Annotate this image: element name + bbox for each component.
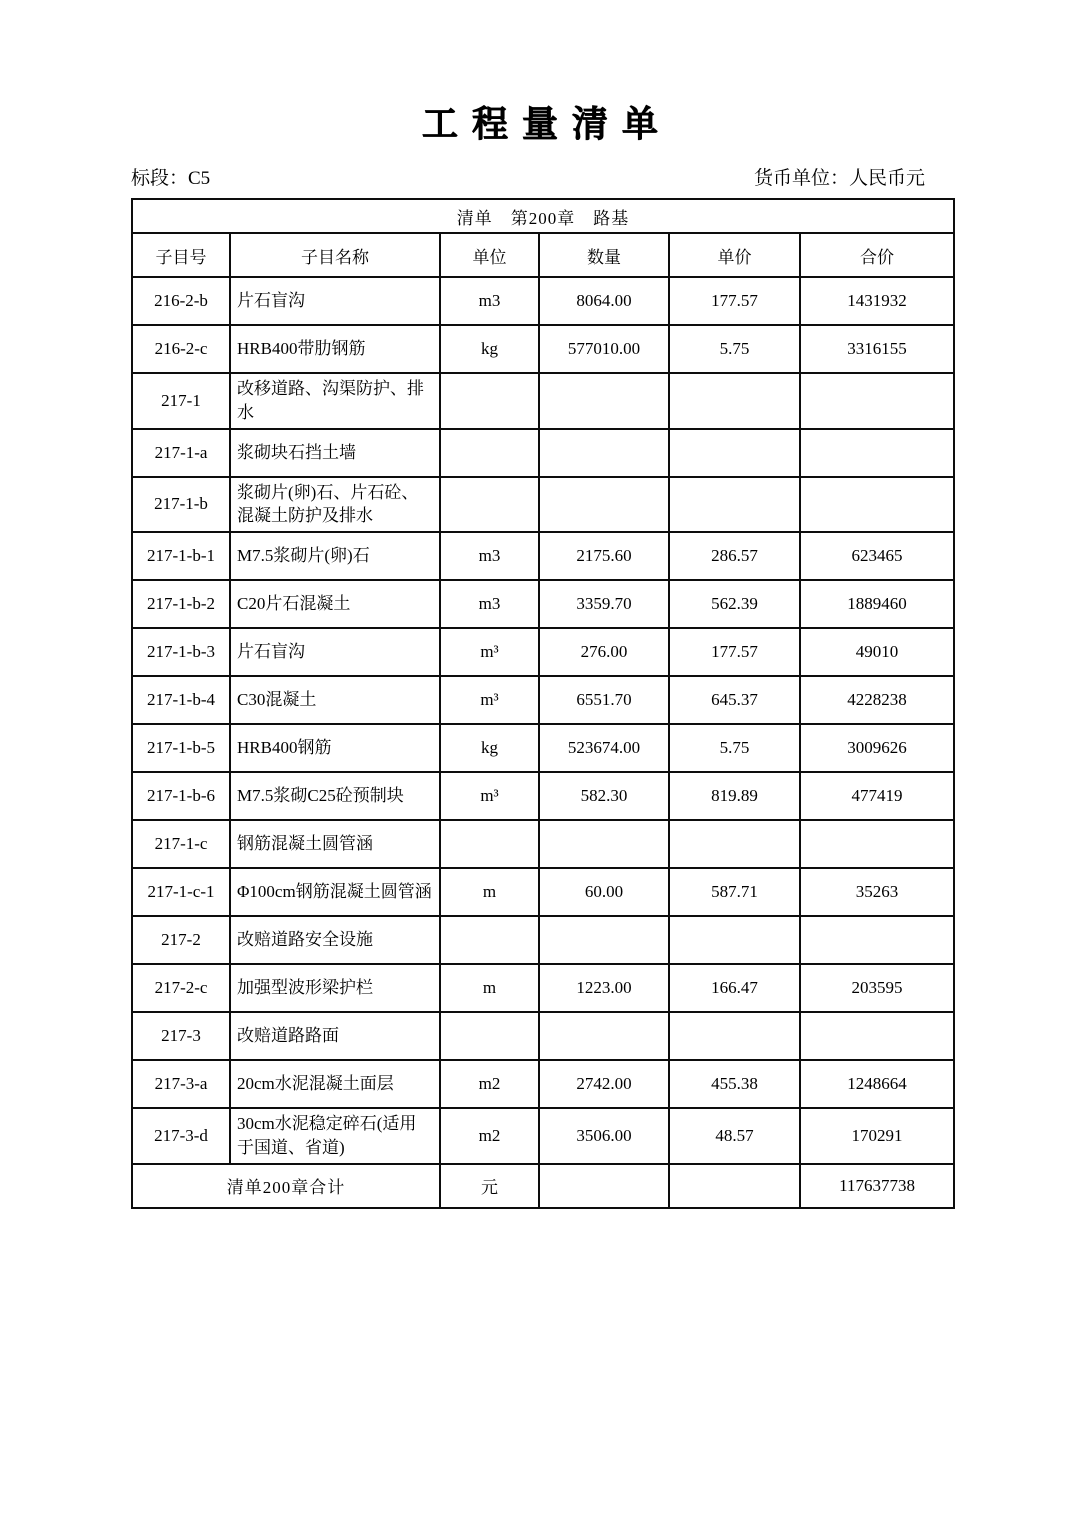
item-name-cell: C20片石混凝土 [230, 580, 440, 628]
item-unit-cell [440, 820, 539, 868]
table-header-row [132, 233, 954, 277]
table-row [132, 325, 954, 373]
table-row [132, 628, 954, 676]
column-header-unit: 单位 [440, 233, 539, 277]
item-name-cell: M7.5浆砌片(卵)石 [230, 532, 440, 580]
item-unit-cell [440, 477, 539, 533]
table-row [132, 532, 954, 580]
table-row [132, 964, 954, 1012]
total-qty-cell [539, 1164, 669, 1208]
item-code-cell: 216-2-b [132, 277, 230, 325]
table-row [132, 868, 954, 916]
item-total-cell: 35263 [800, 868, 954, 916]
item-qty-cell: 1223.00 [539, 964, 669, 1012]
item-price-cell: 645.37 [669, 676, 800, 724]
item-unit-cell: m3 [440, 580, 539, 628]
item-qty-cell [539, 477, 669, 533]
item-qty-cell [539, 373, 669, 429]
item-qty-cell [539, 429, 669, 477]
item-qty-cell [539, 1012, 669, 1060]
table-row [132, 772, 954, 820]
item-unit-cell: m3 [440, 532, 539, 580]
item-code-cell: 217-3 [132, 1012, 230, 1060]
item-unit-cell [440, 373, 539, 429]
item-code-cell: 216-2-c [132, 325, 230, 373]
item-unit-cell: m³ [440, 772, 539, 820]
item-unit-cell [440, 429, 539, 477]
table-row [132, 676, 954, 724]
item-name-cell: 加强型波形梁护栏 [230, 964, 440, 1012]
item-qty-cell [539, 916, 669, 964]
item-qty-cell: 276.00 [539, 628, 669, 676]
item-total-cell [800, 1012, 954, 1060]
item-code-cell: 217-1-b-3 [132, 628, 230, 676]
item-name-cell: 片石盲沟 [230, 628, 440, 676]
item-unit-cell: m [440, 868, 539, 916]
table-row [132, 277, 954, 325]
item-qty-cell: 8064.00 [539, 277, 669, 325]
item-code-cell: 217-1 [132, 373, 230, 429]
item-code-cell: 217-1-b-1 [132, 532, 230, 580]
table-row [132, 477, 954, 533]
item-price-cell: 48.57 [669, 1108, 800, 1164]
item-code-cell: 217-2-c [132, 964, 230, 1012]
item-unit-cell: m³ [440, 628, 539, 676]
table-row [132, 1012, 954, 1060]
item-price-cell [669, 820, 800, 868]
item-price-cell: 286.57 [669, 532, 800, 580]
item-total-cell [800, 916, 954, 964]
item-name-cell: 改赔道路安全设施 [230, 916, 440, 964]
item-name-cell: HRB400带肋钢筋 [230, 325, 440, 373]
item-name-cell: 钢筋混凝土圆管涵 [230, 820, 440, 868]
item-price-cell [669, 916, 800, 964]
item-qty-cell: 582.30 [539, 772, 669, 820]
item-price-cell: 166.47 [669, 964, 800, 1012]
table-row [132, 724, 954, 772]
item-unit-cell: m [440, 964, 539, 1012]
currency-label: 货币单位：人民币元 [753, 168, 925, 189]
item-code-cell: 217-1-b-4 [132, 676, 230, 724]
item-price-cell: 587.71 [669, 868, 800, 916]
table-row [132, 1060, 954, 1108]
item-name-cell: 片石盲沟 [230, 277, 440, 325]
item-code-cell: 217-1-c [132, 820, 230, 868]
column-header-price: 单价 [669, 233, 800, 277]
item-name-cell: 20cm水泥混凝土面层 [230, 1060, 440, 1108]
item-total-cell [800, 477, 954, 533]
column-header-total: 合价 [800, 233, 954, 277]
item-name-cell: Φ100cm钢筋混凝土圆管涵 [230, 868, 440, 916]
item-total-cell: 1889460 [800, 580, 954, 628]
item-total-cell: 477419 [800, 772, 954, 820]
page-title: 工程量清单 [421, 104, 672, 144]
total-label-cell: 清单200章合计 [132, 1164, 440, 1208]
table-caption: 清单 第200章 路基 [132, 199, 954, 233]
item-total-cell [800, 373, 954, 429]
item-total-cell: 1431932 [800, 277, 954, 325]
item-unit-cell: m2 [440, 1108, 539, 1164]
item-qty-cell: 2175.60 [539, 532, 669, 580]
item-price-cell: 5.75 [669, 724, 800, 772]
item-price-cell: 177.57 [669, 628, 800, 676]
item-total-cell: 1248664 [800, 1060, 954, 1108]
item-code-cell: 217-1-b-2 [132, 580, 230, 628]
item-code-cell: 217-1-a [132, 429, 230, 477]
item-code-cell: 217-3-d [132, 1108, 230, 1164]
item-total-cell: 170291 [800, 1108, 954, 1164]
column-header-code: 子目号 [132, 233, 230, 277]
item-price-cell [669, 477, 800, 533]
section-label: 标段：C5 [131, 168, 211, 189]
item-unit-cell [440, 916, 539, 964]
item-total-cell [800, 820, 954, 868]
item-name-cell: 改赔道路路面 [230, 1012, 440, 1060]
item-unit-cell: m2 [440, 1060, 539, 1108]
item-qty-cell: 3506.00 [539, 1108, 669, 1164]
item-qty-cell: 523674.00 [539, 724, 669, 772]
table-row [132, 916, 954, 964]
item-total-cell: 203595 [800, 964, 954, 1012]
item-qty-cell [539, 820, 669, 868]
total-row [132, 1164, 954, 1208]
item-code-cell: 217-1-b [132, 477, 230, 533]
item-name-cell: 浆砌片(卵)石、片石砼、混凝土防护及排水 [230, 477, 440, 533]
item-name-cell: C30混凝土 [230, 676, 440, 724]
item-code-cell: 217-3-a [132, 1060, 230, 1108]
item-price-cell: 455.38 [669, 1060, 800, 1108]
item-code-cell: 217-1-c-1 [132, 868, 230, 916]
item-unit-cell: m³ [440, 676, 539, 724]
item-name-cell: M7.5浆砌C25砼预制块 [230, 772, 440, 820]
item-total-cell: 3009626 [800, 724, 954, 772]
item-qty-cell: 6551.70 [539, 676, 669, 724]
item-qty-cell: 60.00 [539, 868, 669, 916]
item-total-cell [800, 429, 954, 477]
column-header-qty: 数量 [539, 233, 669, 277]
meta-row [131, 163, 953, 190]
item-name-cell: HRB400钢筋 [230, 724, 440, 772]
item-code-cell: 217-1-b-6 [132, 772, 230, 820]
item-unit-cell: m3 [440, 277, 539, 325]
column-header-name: 子目名称 [230, 233, 440, 277]
quantities-table [131, 198, 955, 1209]
table-row [132, 820, 954, 868]
total-unit-cell: 元 [440, 1164, 539, 1208]
table-body [132, 277, 954, 1164]
item-code-cell: 217-1-b-5 [132, 724, 230, 772]
total-price-cell [669, 1164, 800, 1208]
item-unit-cell: kg [440, 325, 539, 373]
total-amount-cell: 117637738 [800, 1164, 954, 1208]
item-qty-cell: 577010.00 [539, 325, 669, 373]
item-price-cell: 819.89 [669, 772, 800, 820]
item-price-cell [669, 429, 800, 477]
table-caption-row [132, 199, 954, 233]
table-row [132, 373, 954, 429]
item-price-cell [669, 373, 800, 429]
item-total-cell: 49010 [800, 628, 954, 676]
item-qty-cell: 2742.00 [539, 1060, 669, 1108]
item-total-cell: 3316155 [800, 325, 954, 373]
table-row [132, 1108, 954, 1164]
item-name-cell: 30cm水泥稳定碎石(适用于国道、省道) [230, 1108, 440, 1164]
item-total-cell: 623465 [800, 532, 954, 580]
item-price-cell: 177.57 [669, 277, 800, 325]
table-row [132, 580, 954, 628]
item-price-cell [669, 1012, 800, 1060]
item-unit-cell [440, 1012, 539, 1060]
table-row [132, 429, 954, 477]
item-price-cell: 562.39 [669, 580, 800, 628]
item-code-cell: 217-2 [132, 916, 230, 964]
item-qty-cell: 3359.70 [539, 580, 669, 628]
item-name-cell: 浆砌块石挡土墙 [230, 429, 440, 477]
item-name-cell: 改移道路、沟渠防护、排水 [230, 373, 440, 429]
item-price-cell: 5.75 [669, 325, 800, 373]
item-unit-cell: kg [440, 724, 539, 772]
item-total-cell: 4228238 [800, 676, 954, 724]
